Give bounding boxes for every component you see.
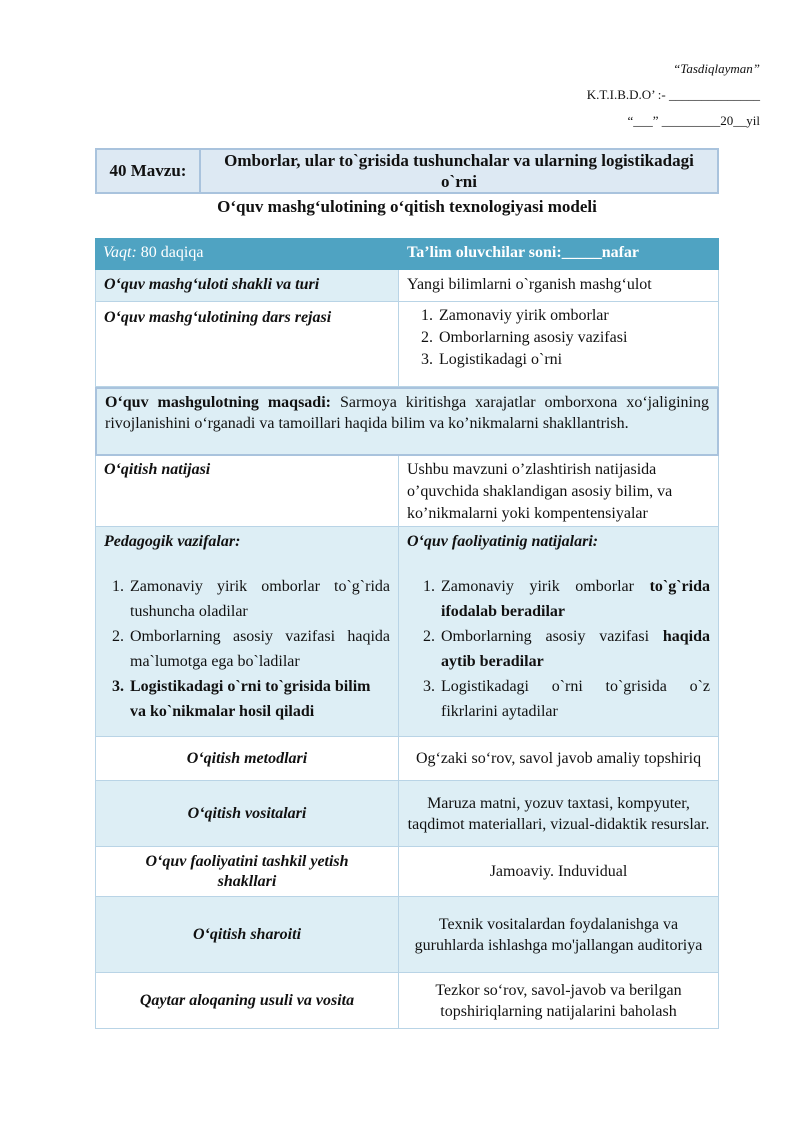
- form-label: O‘quv mashg‘uloti shakli va turi: [95, 270, 399, 301]
- forms-value: Jamoaviy. Induvidual: [399, 847, 719, 896]
- plan-list-cell: [399, 302, 719, 386]
- result-label: O‘qitish natijasi: [95, 456, 399, 526]
- approval-org-line: K.T.I.B.D.O’ :- ______________: [586, 87, 760, 102]
- methods-row: [95, 737, 719, 781]
- result-row: [95, 456, 719, 527]
- methods-value: Og‘zaki so‘rov, savol javob amaliy topshiriq: [399, 737, 719, 780]
- topic-box: [95, 148, 719, 194]
- approval-date-line: “___” _________20__yil: [627, 113, 760, 128]
- topic-title: Omborlar, ular to`grisida tushunchalar va ularning logistikadagi o`rni: [224, 151, 694, 191]
- pedagogical-task-item: 1. Zamonaviy yirik omborlar to`g`rida tushuncha oladilar: [128, 574, 390, 624]
- learning-result-item: 2. Omborlarning asosiy vazifasi haqida aytib beradilar: [439, 624, 710, 674]
- plan-label: O‘quv mashg‘ulotining dars rejasi: [95, 302, 399, 386]
- plan-list: [407, 305, 710, 371]
- feedback-value: Tezkor so‘rov, savol-javob va berilgan topshiriqlarning natijalarini baholash: [399, 973, 719, 1028]
- tools-label: O‘qitish vositalari: [95, 781, 399, 846]
- time-cell: [95, 238, 399, 270]
- feedback-label: Qaytar aloqaning usuli va vosita: [95, 973, 399, 1028]
- learning-results-title: O‘quv faoliyatinig natijalari:: [407, 533, 599, 550]
- students-count-cell: Ta’lim oluvchilar soni:_____nafar: [407, 244, 640, 261]
- time-value: 80 daqiqa: [136, 244, 204, 261]
- learning-result-item: 3. Logistikadagi o`rni to`grisida o`z fikrlarini aytadilar: [439, 674, 710, 724]
- pedagogical-tasks-cell: [95, 527, 399, 736]
- plan-item: 3. Logistikadagi o`rni: [437, 349, 710, 371]
- conditions-value: Texnik vositalardan foydalanishga va guruhlarda ishlashga mo'jallangan auditoriya: [399, 897, 719, 972]
- aim-box: [95, 387, 719, 456]
- approval-block: [587, 56, 760, 134]
- plan-row: [95, 302, 719, 387]
- table-header-row: [95, 238, 719, 270]
- learning-results-cell: [399, 527, 719, 736]
- result-value: Ushbu mavzuni o’zlashtirish natijasida o’quvchida shaklandigan asosiy bilim, va ko’nikmalarni yoki kompentensiyalar: [399, 456, 719, 526]
- tools-value: Maruza matni, yozuv taxtasi, kompyuter, taqdimot materiallari, vizual-didaktik resurslar.: [399, 781, 719, 846]
- learning-results-list: [407, 574, 710, 724]
- topic-label: 40 Mavzu:: [97, 150, 201, 192]
- pedagogical-task-item: 2. Omborlarning asosiy vazifasi haqida ma`lumotga ega bo`ladilar: [128, 624, 390, 674]
- feedback-row: [95, 973, 719, 1029]
- pedagogical-task-item: 3. Logistikadagi o`rni to`grisida bilim va ko`nikmalar hosil qiladi: [128, 674, 390, 724]
- aim-text: Sarmoya kiritishga xarajatlar omborxona xo‘jaligining rivojlanishini o‘rganadi va tamoillari haqida bilim va ko’nikmalarni shakllantrish.: [105, 394, 710, 432]
- approval-title: “Tasdiqlayman”: [673, 61, 760, 76]
- conditions-row: [95, 897, 719, 973]
- pedagogical-tasks-list: [104, 574, 390, 724]
- methods-label: O‘qitish metodlari: [95, 737, 399, 780]
- pedagogical-tasks-title: Pedagogik vazifalar:: [104, 533, 241, 550]
- forms-row: [95, 847, 719, 897]
- form-row: [95, 270, 719, 302]
- conditions-label: O‘qitish sharoiti: [95, 897, 399, 972]
- form-value: Yangi bilimlarni o`rganish mashg‘ulot: [399, 270, 719, 301]
- tools-row: [95, 781, 719, 847]
- learning-result-item: 1. Zamonaviy yirik omborlar to`g`rida ifodalab beradilar: [439, 574, 710, 624]
- plan-item: 2. Omborlarning asosiy vazifasi: [437, 327, 710, 349]
- plan-item: 1. Zamonaviy yirik omborlar: [437, 305, 710, 327]
- model-title: O‘quv mashg‘ulotining o‘qitish texnologiyasi modeli: [217, 197, 597, 216]
- time-label: Vaqt:: [103, 244, 137, 261]
- forms-label: O‘quv faoliyatini tashkil yetish shakllari: [95, 847, 399, 896]
- aim-label: O‘quv mashgulotning maqsadi:: [105, 394, 331, 411]
- tasks-row: [95, 527, 719, 737]
